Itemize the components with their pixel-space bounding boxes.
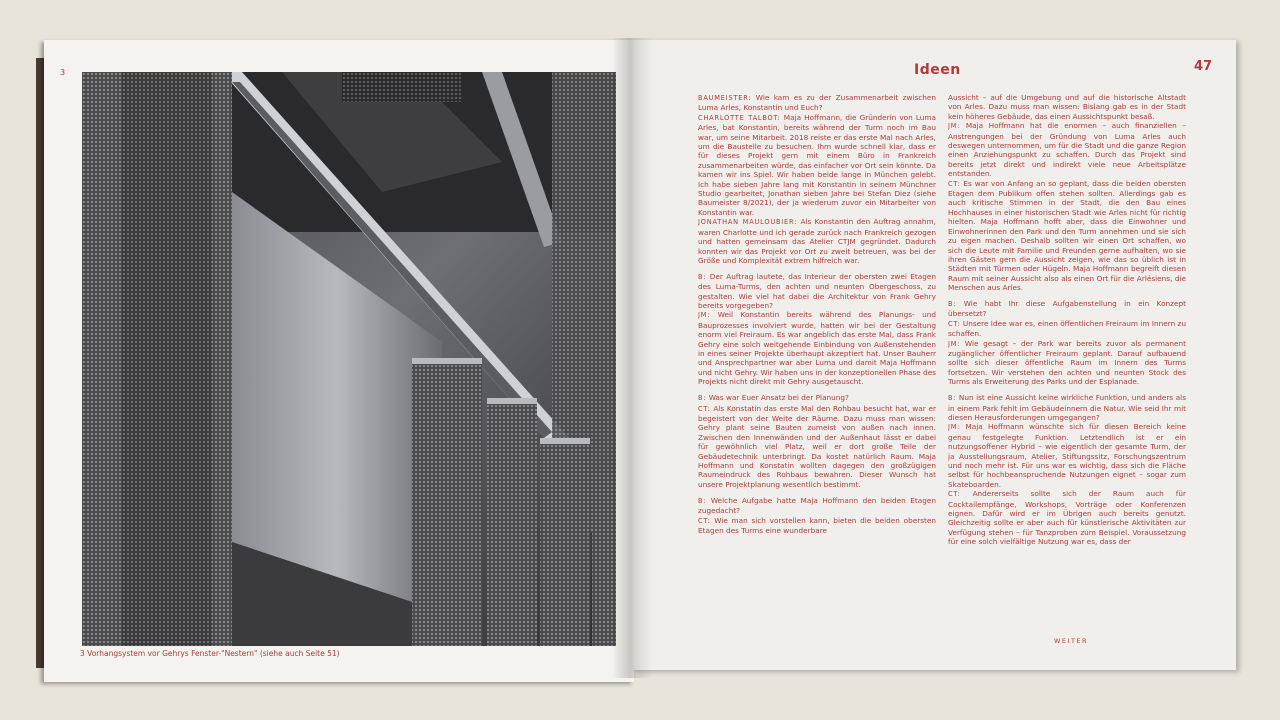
photo-caption: 3 Vorhangsystem vor Gehrys Fenster-"Nestern" (siehe auch Seite 51) [80, 649, 340, 658]
paragraph: B: Welche Aufgabe hatte Maja Hoffmann den beiden Etagen zugedacht? CT: Wie man sich vorstellen kann, bieten die beiden obersten Etagen des Turms eine wunderbare [698, 495, 936, 535]
paragraph: B: Was war Euer Ansatz bei der Planung? CT: Als Konstatin das erste Mal den Rohbau besucht hat, war er begeistert von der Weite der Räume. Dazu muss man wissen: Gehry plant seine Bauten zumeist von außen nach innen. Zwischen den Innenwänden und der Außenhaut lässt er dabei für gewöhnlich viel Platz, weil er dort große Teile der Gebäudetechnik unterbringt. Da kostet natürlich Raum. Maja Hoffmann und Konstatin wollten dagegen den großzügigen Raumeindruck des Rohbaus bewahren. Dieser Wunsch hat unsere Projektplanung wesentlich bestimmt. [698, 393, 936, 489]
paragraph: B: Nun ist eine Aussicht keine wirkliche Funktion, und anders als in einem Park fehlt im Gebäudeinnern die Natur. Wie seid Ihr mit diesen Herausforderungen umgegangen? JM: Maja Hoffmann wünschte sich für diesen Bereich keine genau festgelegte Funktion. Letztendlich ist er ein nutzungsoffener Hybrid – wie eigentlich der gesamte Turm, der ja Ausstellungsraum, Atelier, Stiftungssitz, Forschungszentrum und noch mehr ist. Für uns war es wichtig, dass sich die Fläche selbst für hochbeanspruchende Nutzungen eignet – sogar zum Skateboarden. CT: Andererseits sollte sich der Raum auch für Cocktailempfänge, Workshops, Vorträge oder Konferenzen eignen. Dafür wird er im Übrigen auch bereits genutzt. Gleichzeitig sollte er aber auch für künstlerische Aktivitäten zur Verfügung stehen – für Tanzproben zum Beispiel. Voraussetzung für eine solch vielfältige Nutzung war es, dass der [948, 393, 1186, 547]
paragraph: Aussicht – auf die Umgebung und auf die historische Altstadt von Arles. Dazu muss man wissen: Bislang gab es in der Stadt kein höheres Gebäude, das einen Aussichtspunkt besaß. JM: Maja Hoffmann hat die enormen – auch finanziellen – Anstrengungen bei der Gründung von Luma Arles auch deswegen unternommen, um für die Stadt und die ganze Region einen Anziehungspunkt zu schaffen. Durch das Projekt sind bereits jetzt direkt und indirekt viele neue Arbeitsplätze entstanden. CT: Es war von Anfang an so geplant, dass die beiden obersten Etagen dem Publikum offen stehen sollten. Allerdings gab es auch kritische Stimmen in der Stadt, die den Bau eines Hochhauses in einer historischen Stadt wie Arles nicht für richtig hielten. Maja Hoffmann hofft aber, dass die Einwohner und Einwohnerinnen den Park und den Turm annehmen und sie sich zu eigen machen. Deshalb sollten wir einen Ort schaffen, wo sich die Leute mit Familie und Freunden gerne aufhalten, wo sie ihren Gästen gern die Aussicht zeigen, wie das so üblich ist in Städten mit Türmen oder Hügeln. Maja Hoffmann begreift diesen Raum mit seiner Aussicht also als einen Ort für die Arlésiens, die Menschen aus Arles. [948, 93, 1186, 293]
architecture-photo [82, 72, 616, 646]
right-page [632, 40, 1236, 670]
section-title: Ideen [914, 62, 961, 78]
right-page-number: 47 [1194, 59, 1213, 74]
book-spine [612, 38, 652, 678]
text-column-1 [698, 93, 936, 623]
paragraph: BAUMEISTER: Wie kam es zu der Zusammenarbeit zwischen Luma Arles, Konstantin und Euch? CHARLOTTE TALBOT: Maja Hoffmann, die Gründerin von Luma Arles, bat Konstantin, bereits während der Turm noch im Bau war, um seine Mitarbeit. 2018 reiste er das erste Mal nach Arles, um die Baustelle zu besuchen. Ihm wurde schnell klar, dass er für dieses Projekt gern mit einem Büro in Frankreich zusammenarbeiten würde, das einfacher vor Ort sein könnte. Da kamen wir ins Spiel. Wir haben beide lange in München gelebt. Ich habe sieben Jahre lang mit Konstantin in seinem Münchner Studio gearbeitet, Jonathan sieben Jahre bei Stefan Diez (siehe Baumeister 8/2021), der ja wiederum zuvor ein Mitarbeiter von Konstantin war. JONATHAN MAULOUBIER: Als Konstantin den Auftrag annahm, waren Charlotte und ich gerade zurück nach Frankreich gezogen und hatten gemeinsam das Atelier CTJM gegründet. Dadurch konnten wir das Projekt vor Ort zu zweit betreuen, was bei der Größe und Komplexität extrem hilfreich war. [698, 93, 936, 265]
continue-label: WEITER [1054, 637, 1089, 645]
paragraph: B: Der Auftrag lautete, das Interieur der obersten zwei Etagen des Luma-Turms, den achten und neunten Obergeschoss, zu gestalten. Wie viel hat dabei die Architektur von Frank Gehry bereits vorgegeben? JM: Weil Konstantin bereits während des Planungs- und Bauprozesses involviert wurde, hatten wir bei der Gestaltung enorm viel Freiraum. Es war angeblich das erste Mal, dass Frank Gehry eine solch weitgehende Einbindung von Außenstehenden in eines seiner Projekte überhaupt akzeptiert hat. Unser Bauherr und Ansprechpartner war aber Luma und damit Maja Hoffmann und nicht Gehry. Wir haben uns in der konzeptionellen Phase des Projekts nicht direkt mit Gehry ausgetauscht. [698, 271, 936, 387]
left-page-number: 3 [60, 68, 66, 77]
paragraph: B: Wie habt Ihr diese Aufgabenstellung in ein Konzept übersetzt? CT: Unsere Idee war es, einen öffentlichen Freiraum im Innern zu schaffen. JM: Wie gesagt – der Park war bereits zuvor als permanent zugänglicher öffentlicher Freiraum geplant. Darauf aufbauend sollte sich dieser öffentliche Raum im Innern des Turms fortsetzen. Wir verstehen den achten und neunten Stock des Turms als Erweiterung des Parks und der Esplanade. [948, 299, 1186, 387]
text-column-2 [948, 93, 1186, 623]
photo-illustration [82, 72, 616, 646]
left-page [44, 40, 634, 682]
